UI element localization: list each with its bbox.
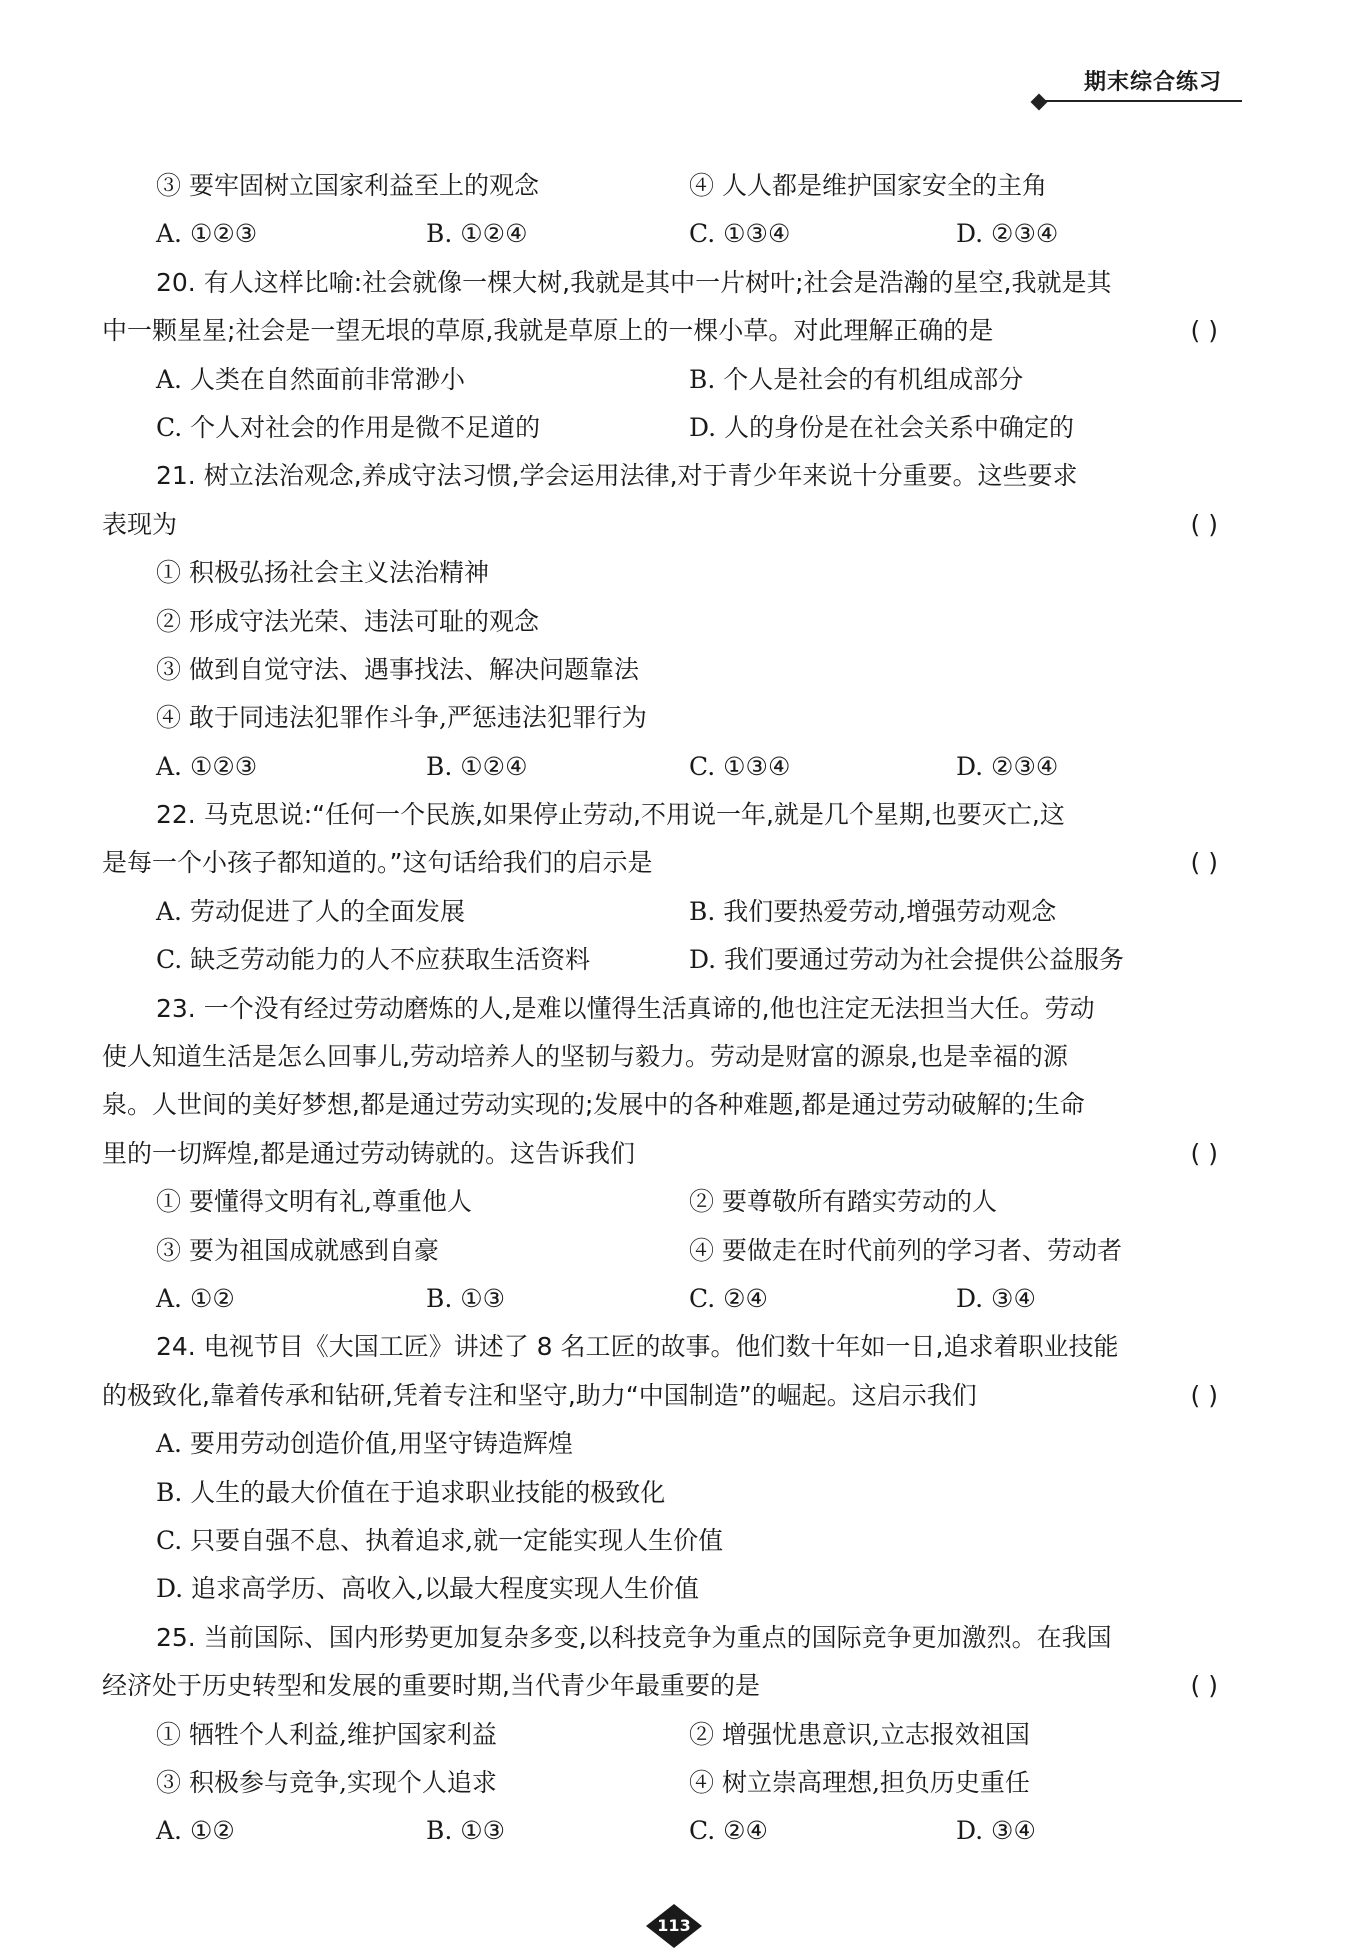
- question-content: [102, 162, 1232, 1856]
- option-a: A. 劳动促进了人的全面发展: [156, 896, 465, 926]
- question-stem: [102, 501, 1232, 549]
- answer-bracket: ( ): [1190, 1671, 1218, 1701]
- stem-text: 表现为: [102, 509, 178, 539]
- option-a: A. 人类在自然面前非常渺小: [156, 364, 465, 394]
- option-row: [102, 404, 1232, 452]
- question-stem: 泉。人世间的美好梦想,都是通过劳动实现的;发展中的各种难题,都是通过劳动破解的;生命: [102, 1090, 1085, 1120]
- option-d: D. ③④: [956, 1283, 1036, 1313]
- statement-item: ② 形成守法光荣、违法可耻的观念: [156, 606, 539, 636]
- option-row: [102, 1565, 1232, 1613]
- option-b: B. ①②④: [426, 219, 528, 249]
- question-stem: 23. 一个没有经过劳动磨炼的人,是难以懂得生活真谛的,他也注定无法担当大任。劳动: [156, 993, 1095, 1023]
- answer-bracket: ( ): [1190, 509, 1218, 539]
- option-d: D. ②③④: [956, 751, 1059, 781]
- item-row: [102, 598, 1232, 646]
- statement-item: ① 要懂得文明有礼,尊重他人: [156, 1187, 472, 1217]
- statement-item: ③ 积极参与竞争,实现个人追求: [156, 1767, 497, 1797]
- item-row: [102, 549, 1232, 597]
- question-stem: [102, 1130, 1232, 1178]
- statement-item: ③ 要牢固树立国家利益至上的观念: [156, 171, 539, 200]
- question-stem: [102, 1662, 1232, 1710]
- item-row: [102, 646, 1232, 694]
- option-d: D. 人的身份是在社会关系中确定的: [689, 412, 1075, 442]
- item-row: [102, 694, 1232, 742]
- option-a: A. ①②③: [156, 219, 258, 249]
- header-title: 期末综合练习: [1083, 70, 1222, 95]
- statement-item: ④ 人人都是维护国家安全的主角: [689, 171, 1047, 200]
- option-a: A. ①②: [156, 1283, 235, 1313]
- option-b: B. ①③: [426, 1816, 506, 1846]
- question-stem: 25. 当前国际、国内形势更加复杂多变,以科技竞争为重点的国际竞争更加激烈。在我国: [156, 1622, 1112, 1652]
- statement-item: ④ 要做走在时代前列的学习者、劳动者: [689, 1235, 1122, 1265]
- option-d: D. ③④: [956, 1816, 1036, 1846]
- option-c: C. 缺乏劳动能力的人不应获取生活资料: [156, 945, 591, 975]
- item-row: [102, 1711, 1232, 1759]
- option-a: A. ①②: [156, 1816, 235, 1846]
- answer-bracket: ( ): [1190, 316, 1218, 346]
- option-c: C. ①③④: [689, 751, 791, 781]
- option-c: C. ②④: [689, 1283, 768, 1313]
- answer-bracket: ( ): [1190, 1380, 1218, 1410]
- option-row: [102, 888, 1232, 936]
- option-d: D. 我们要通过劳动为社会提供公益服务: [689, 945, 1125, 975]
- item-row: [102, 1178, 1232, 1226]
- item-row: [102, 1759, 1232, 1807]
- option-row: [102, 743, 1232, 791]
- running-header: [1040, 66, 1242, 102]
- diamond-icon: [1031, 94, 1048, 111]
- option-c: C. ①③④: [689, 219, 791, 249]
- option-row: [102, 1420, 1232, 1468]
- page-footer: [644, 1902, 704, 1950]
- statement-item: ② 要尊敬所有踏实劳动的人: [689, 1187, 997, 1217]
- statement-item: ④ 树立崇高理想,担负历史重任: [689, 1767, 1030, 1797]
- item-row: [102, 1227, 1232, 1275]
- option-row: [102, 356, 1232, 404]
- question-stem: 使人知道生活是怎么回事儿,劳动培养人的坚韧与毅力。劳动是财富的源泉,也是幸福的源: [102, 1042, 1068, 1072]
- option-row: [102, 1517, 1232, 1565]
- page-number: 113: [657, 1916, 691, 1935]
- stem-text: 里的一切辉煌,都是通过劳动铸就的。这告诉我们: [102, 1138, 635, 1168]
- question-stem: 22. 马克思说:“任何一个民族,如果停止劳动,不用说一年,就是几个星期,也要灭亡,这: [156, 800, 1065, 830]
- answer-bracket: ( ): [1190, 1138, 1218, 1168]
- option-d: D. 追求高学历、高收入,以最大程度实现人生价值: [156, 1574, 699, 1604]
- option-a: A. 要用劳动创造价值,用坚守铸造辉煌: [156, 1429, 573, 1459]
- option-row: [102, 1807, 1232, 1855]
- question-stem: 21. 树立法治观念,养成守法习惯,学会运用法律,对于青少年来说十分重要。这些要求: [156, 461, 1078, 491]
- option-b: B. ①③: [426, 1283, 506, 1313]
- question-stem: [102, 839, 1232, 887]
- statement-item: ② 增强忧患意识,立志报效祖国: [689, 1719, 1030, 1749]
- stem-text: 中一颗星星;社会是一望无垠的草原,我就是草原上的一棵小草。对此理解正确的是: [102, 316, 994, 346]
- option-c: C. ②④: [689, 1816, 768, 1846]
- stem-text: 的极致化,靠着传承和钻研,凭着专注和坚守,助力“中国制造”的崛起。这启示我们: [102, 1380, 977, 1410]
- question-stem: 20. 有人这样比喻:社会就像一棵大树,我就是其中一片树叶;社会是浩瀚的星空,我就是其: [156, 267, 1112, 297]
- option-row: [102, 210, 1232, 258]
- stem-text: 经济处于历史转型和发展的重要时期,当代青少年最重要的是: [102, 1671, 760, 1701]
- option-b: B. 我们要热爱劳动,增强劳动观念: [689, 896, 1057, 926]
- option-a: A. ①②③: [156, 751, 258, 781]
- option-row: [102, 936, 1232, 984]
- question-stem: [102, 307, 1232, 355]
- option-b: B. ①②④: [426, 751, 528, 781]
- statement-item: ③ 要为祖国成就感到自豪: [156, 1235, 439, 1265]
- option-row: [102, 1275, 1232, 1323]
- statement-item: ④ 敢于同违法犯罪作斗争,严惩违法犯罪行为: [156, 703, 647, 733]
- question-stem: [102, 1372, 1232, 1420]
- option-b: B. 人生的最大价值在于追求职业技能的极致化: [156, 1477, 666, 1507]
- stem-text: 是每一个小孩子都知道的。”这句话给我们的启示是: [102, 848, 653, 878]
- statement-item: ① 牺牲个人利益,维护国家利益: [156, 1719, 497, 1749]
- option-row: [102, 1469, 1232, 1517]
- option-b: B. 个人是社会的有机组成部分: [689, 364, 1024, 394]
- answer-bracket: ( ): [1190, 848, 1218, 878]
- item-row: [102, 162, 1232, 210]
- option-c: C. 只要自强不息、执着追求,就一定能实现人生价值: [156, 1525, 724, 1555]
- statement-item: ① 积极弘扬社会主义法治精神: [156, 558, 489, 588]
- statement-item: ③ 做到自觉守法、遇事找法、解决问题靠法: [156, 654, 639, 684]
- option-c: C. 个人对社会的作用是微不足道的: [156, 412, 541, 442]
- question-stem: 24. 电视节目《大国工匠》讲述了 8 名工匠的故事。他们数十年如一日,追求着职业技能: [156, 1332, 1119, 1362]
- option-d: D. ②③④: [956, 219, 1059, 249]
